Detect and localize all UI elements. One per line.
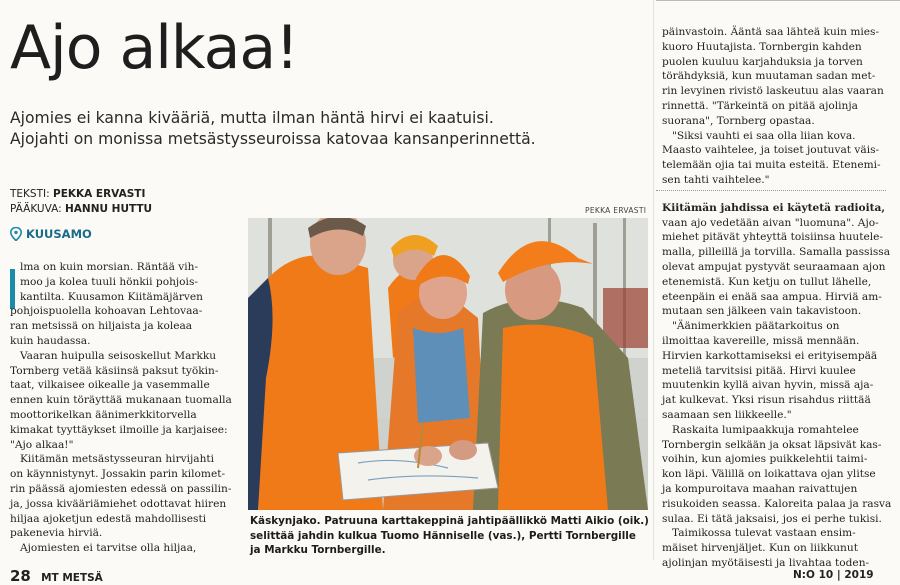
issue-number: N:O 10 | 2019 [793,569,874,581]
body-line: moo ja kolea tuuli hönkii pohjois- [20,275,198,288]
body-line: muutenkin kyllä aivan hyvin, missä aja- [662,379,874,392]
magazine-name: MT METSÄ [41,572,103,584]
body-line-lead: Kiitämän jahdissa ei käytetä radioita, [662,201,886,214]
body-line: miehet pitävät yhteyttä toisiinsa huutele- [662,231,884,244]
body-line: ilmoittaa kavereille, missä mennään. [662,334,860,347]
text-credit-label: TEKSTI: [10,188,50,200]
body-line: ran metsissä on hiljaista ja koleaa [10,320,193,333]
body-line: kuin haudassa. [10,334,91,347]
headline: Ajo alkaa! [10,13,299,83]
location-pin-icon [10,227,22,241]
text-credit-name: PEKKA ERVASTI [53,188,146,200]
body-line: Vaaran huipulla seisoskellut Markku [20,349,217,362]
body-line: pakenevia hirviä. [10,527,103,540]
body-line: hiljaa ajoketjun edestä mahdollisesti [10,512,207,525]
section-divider [656,190,886,192]
photo-credit-label: PÄÄKUVA: [10,203,62,215]
body-line: rin levyinen rivistö laskeutuu alas vaaran [662,85,884,98]
body-line: lma on kuin morsian. Räntää vih- [20,261,199,273]
body-line: mutaan sen jälkeen vain takavistoon. [662,305,862,318]
body-line: törähdyksiä, kun muutaman sadan met- [662,70,876,83]
caption-lead-word: Käskynjako. [250,515,321,527]
body-line: päinvastoin. Ääntä saa lähteä kuin mies- [662,26,880,38]
body-line: "Äänimerkkien päätarkoitus on [672,320,840,333]
body-line: rinnettä. "Tärkeintä on pitää ajolinja [662,99,858,112]
top-rule [656,0,900,1]
location-label: KUUSAMO [26,227,92,241]
body-line: olevat ampujat pystyvät seuraamaan ajon [662,260,886,273]
body-line: Ajomiesten ei tarvitse olla hiljaa, [20,542,197,555]
photo-caption [250,514,650,558]
photo-credit: PEKKA ERVASTI [585,206,647,215]
body-line: etenemistä. Kun ketju on tullut lähelle, [662,275,872,288]
body-line: eteenpäin ei enää saa ampua. Hirviä am- [662,290,882,303]
body-line: on käynnistynyt. Jossakin parin kilomet- [10,468,226,481]
body-line: Tornbergin selkään ja oksat läpsivät kas- [662,438,882,451]
body-line: ja, jossa kivääriämiehet odottavat hiiren [10,497,227,510]
body-line: saamaan sen liikkeelle." [662,408,792,421]
body-line: ajolinjan myötäisesti ja livahtaa toden- [662,556,870,569]
body-line: risukoiden seassa. Kaloreita palaa ja rasva [662,497,892,510]
body-line: meteliä tarvitsisi pitää. Hirvi kuulee [662,364,856,377]
body-line: puolen kuuluu karjahduksia ja torven [662,55,863,68]
body-line: taat, vilkaisee oikealle ja vasemmalle [10,379,210,392]
body-line: "Ajo alkaa!" [10,438,74,451]
left-column [10,260,238,556]
body-line: Raskaita lumipaakkuja romahtelee [672,423,859,436]
lead-paragraph [10,108,620,150]
column-rule [653,0,654,560]
body-line: Hirvien karkottamiseksi ei erityisempää [662,349,878,362]
lead-line-2: Ajojahti on monissa metsästysseuroissa katovaa kansanperinnettä. [10,130,536,148]
body-line: kuoro Huutajista. Tornbergin kahden [662,40,862,53]
body-line: suorana", Tornberg opastaa. [662,114,815,127]
body-line: "Siksi vauhti ei saa olla liian kova. [672,129,856,142]
body-line: Taimikossa tulevat vastaan ensim- [672,527,856,540]
photo-credit-name: HANNU HUTTU [65,203,153,215]
body-line: mäiset hirvenjäljet. Kun on liikkunut [662,542,858,555]
text-credit [10,187,152,202]
article-photo [248,218,648,510]
right-column [662,25,892,571]
caption-text: Patruuna karttakeppinä jahtipäällikkö Matti Aikio (oik.) selittää jahdin kulkua Tuomo Hänniselle (vas.), Pertti Tornbergille ja Markku Tornbergille. [250,515,649,556]
body-line: malla, pilleillä ja torvilla. Samalla passissa [662,246,891,259]
page-footer [10,567,103,585]
body-line: pohjoispuolella kohoavan Lehtovaa- [10,305,203,318]
lead-line-1: Ajomies ei kanna kivääriä, mutta ilman häntä hirvi ei kaatuisi. [10,109,494,127]
location-tag [10,227,92,241]
hunters-illustration [248,218,648,510]
body-line: ennen kuin töräyttää mukanaan tuomalla [10,394,232,407]
body-line: sen tahti vaihtelee." [662,173,770,186]
body-line: vaan ajo vedetään aivan "luomuna". Ajo- [662,216,879,229]
body-line: telemään ojia tai muita esteitä. Etenemi- [662,159,881,172]
body-line: kantilta. Kuusamon Kiitämäjärven [20,290,203,303]
body-line: Tornberg vetää käsiinsä paksut työkin- [10,364,219,377]
body-line: kon läpi. Välillä on loikattava ojan ylitse [662,468,876,481]
body-line: voihin, kun ajomies puikkelehtii taimi- [662,453,868,466]
body-line: kimakat tyyttäykset ilmoille ja karjaisee: [10,423,228,436]
page-number: 28 [10,567,31,585]
body-line: Maasto vaihtelee, ja toiset joutuvat väis- [662,144,880,157]
body-line: Kiitämän metsästysseuran hirvijahti [20,453,215,466]
body-line: ja kompuroitava maahan raivattujen [662,482,858,495]
body-line: jat kulkevat. Yksi risun risahdus riittää [662,394,871,407]
body-line: sulaa. Ei tätä jaksaisi, jos ei perhe tukisi. [662,512,882,525]
body-line: moottorikelkan äänimerkkitorvella [10,408,197,421]
photo-credit-main [10,202,152,217]
body-line: rin päässä ajomiesten edessä on passilin- [10,482,232,495]
byline [10,187,152,217]
